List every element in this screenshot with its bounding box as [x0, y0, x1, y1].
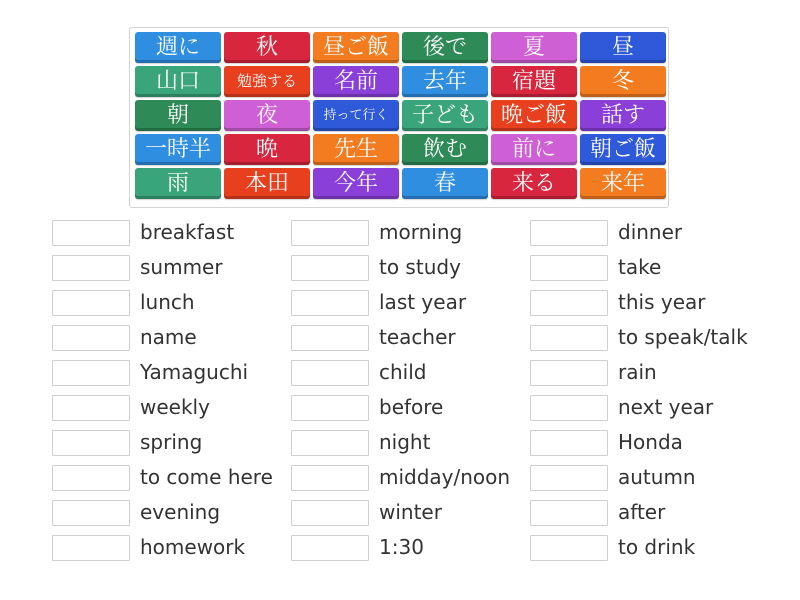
tile[interactable]: 去年 [402, 66, 488, 97]
drop-slot[interactable] [52, 325, 130, 351]
answer-label: to come here [140, 465, 273, 489]
tile[interactable]: 秋 [224, 32, 310, 63]
tile[interactable]: 子ども [402, 100, 488, 131]
drop-slot[interactable] [291, 430, 369, 456]
drop-slot[interactable] [530, 465, 608, 491]
drop-slot[interactable] [291, 325, 369, 351]
drop-slot[interactable] [291, 535, 369, 561]
drop-slot[interactable] [52, 535, 130, 561]
tile[interactable]: 本田 [224, 168, 310, 199]
drop-slot[interactable] [52, 430, 130, 456]
drop-slot[interactable] [291, 360, 369, 386]
tile[interactable]: 朝 [135, 100, 221, 131]
drop-slot[interactable] [530, 360, 608, 386]
drop-slot[interactable] [291, 220, 369, 246]
answer-label: summer [140, 255, 223, 279]
drop-slot[interactable] [530, 325, 608, 351]
tile[interactable]: 宿題 [491, 66, 577, 97]
tile[interactable]: 晩 [224, 134, 310, 165]
answer-label: autumn [618, 465, 696, 489]
tile[interactable]: 後で [402, 32, 488, 63]
answer-label: rain [618, 360, 657, 384]
tile[interactable]: 来る [491, 168, 577, 199]
answer-label: take [618, 255, 662, 279]
answer-label: after [618, 500, 666, 524]
drop-slot[interactable] [291, 465, 369, 491]
drop-slot[interactable] [291, 500, 369, 526]
tile[interactable]: 飲む [402, 134, 488, 165]
tile[interactable]: 昼 [580, 32, 666, 63]
tile[interactable]: 勉強する [224, 66, 310, 97]
answer-label: spring [140, 430, 203, 454]
drop-slot[interactable] [52, 290, 130, 316]
tile[interactable]: 先生 [313, 134, 399, 165]
answer-label: evening [140, 500, 221, 524]
drop-slot[interactable] [530, 255, 608, 281]
tile[interactable]: 夏 [491, 32, 577, 63]
answer-label: morning [379, 220, 463, 244]
drop-slot[interactable] [291, 290, 369, 316]
answer-label: child [379, 360, 427, 384]
answer-label: name [140, 325, 197, 349]
tile[interactable]: 話す [580, 100, 666, 131]
tile[interactable]: 晩ご飯 [491, 100, 577, 131]
tile[interactable]: 名前 [313, 66, 399, 97]
drop-slot[interactable] [291, 395, 369, 421]
answer-label: to drink [618, 535, 696, 559]
drop-slot[interactable] [52, 255, 130, 281]
drop-slot[interactable] [530, 220, 608, 246]
answer-label: night [379, 430, 431, 454]
drop-slot[interactable] [52, 395, 130, 421]
drop-slot[interactable] [52, 500, 130, 526]
tile[interactable]: 一時半 [135, 134, 221, 165]
answer-label: breakfast [140, 220, 235, 244]
tile[interactable]: 昼ご飯 [313, 32, 399, 63]
answer-label: dinner [618, 220, 683, 244]
tile[interactable]: 来年 [580, 168, 666, 199]
tile[interactable]: 今年 [313, 168, 399, 199]
answer-label: before [379, 395, 444, 419]
answer-label: midday/noon [379, 465, 511, 489]
answer-label: teacher [379, 325, 456, 349]
answer-label: winter [379, 500, 442, 524]
tile[interactable]: 夜 [224, 100, 310, 131]
tile[interactable]: 朝ご飯 [580, 134, 666, 165]
tile[interactable]: 山口 [135, 66, 221, 97]
tile[interactable]: 春 [402, 168, 488, 199]
drop-slot[interactable] [530, 535, 608, 561]
drop-slot[interactable] [530, 430, 608, 456]
drop-slot[interactable] [52, 360, 130, 386]
answer-label: this year [618, 290, 706, 314]
answer-label: weekly [140, 395, 210, 419]
answer-label: last year [379, 290, 467, 314]
tile[interactable]: 冬 [580, 66, 666, 97]
answer-label: next year [618, 395, 714, 419]
drop-slot[interactable] [530, 500, 608, 526]
tile[interactable]: 前に [491, 134, 577, 165]
answer-label: to study [379, 255, 461, 279]
drop-slot[interactable] [530, 290, 608, 316]
answer-label: 1:30 [379, 535, 424, 559]
tile[interactable]: 週に [135, 32, 221, 63]
drop-slot[interactable] [291, 255, 369, 281]
tile[interactable]: 雨 [135, 168, 221, 199]
answer-label: homework [140, 535, 246, 559]
answer-label: lunch [140, 290, 195, 314]
answer-label: Yamaguchi [140, 360, 249, 384]
drop-slot[interactable] [52, 465, 130, 491]
drop-slot[interactable] [52, 220, 130, 246]
tile-board [129, 27, 669, 208]
drop-slot[interactable] [530, 395, 608, 421]
answer-label: Honda [618, 430, 683, 454]
tile[interactable]: 持って行く [313, 100, 399, 131]
answer-label: to speak/talk [618, 325, 748, 349]
